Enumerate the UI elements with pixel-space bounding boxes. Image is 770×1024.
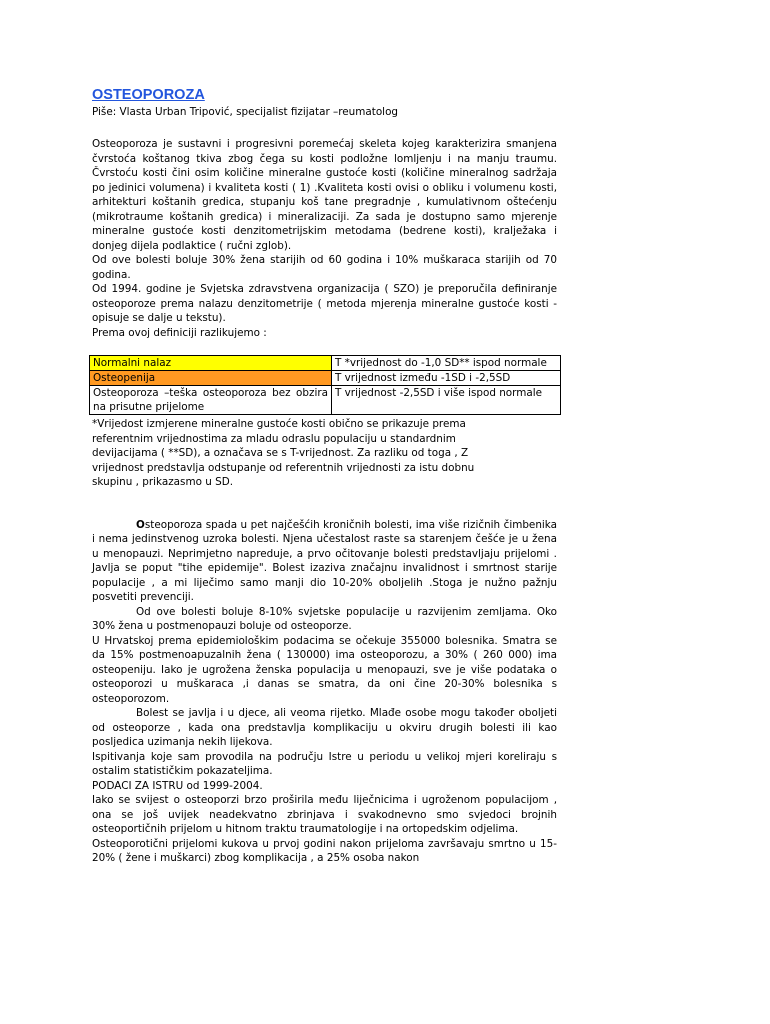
body-paragraph-2: Od ove bolesti boluje 8-10% svjetske populacije u razvijenim zemljama. Oko 30% žena u postmenopauzi boluje od osteoporze.: [92, 605, 557, 632]
body-paragraph-1-text: steoporoza spada u pet najčešćih kroničnih bolesti, ima više rizičnih čimbenika i nema jedinstvenog uzroka bolesti. Njena učestalost raste sa starenjem češće je u žena u menopauzi. Neprimjetno napreduje, a prvo očitovanje bolesti predstavljaju prijelomi . Javlja se poput "tihe epidemije". Bolest izaziva značajnu invalidnost i smrtnost starije populacije , a mi liječimo samo manji dio 10-20% oboljelih .Stoga je nužno pažnju posvetiti prevenciji.: [92, 518, 557, 603]
intro-paragraph-4: Prema ovoj definiciji razlikujemo :: [92, 326, 267, 339]
table-cell-value: T vrijednost -2,5SD i više ispod normale: [332, 386, 561, 415]
footnote: *Vrijedost izmjerene mineralne gustoće kosti obično se prikazuje prema referentnim vrijednostima za mladu odraslu populaciju u standardnim devijacijama ( **SD), a označava se s T-vrijednost. Za razliku od toga , Z vrijednost predstavlja odstupanje od referentnih vrijednosti za istu dobnu skupinu , prikazasmo u SD.: [92, 418, 475, 488]
body-paragraph-4: Bolest se javlja i u djece, ali veoma rijetko. Mlađe osobe mogu također oboljeti od osteoporze , kada ona predstavlja komplikaciju u okviru drugih bolesti ili kao posljedica uzimanja nekih lijekova.: [92, 707, 557, 748]
body-paragraph-3: U Hrvatskoj prema epidemiološkim podacima se očekuje 355000 bolesnika. Smatra se da 15% postmenoapuzalnih žena ( 130000) ima osteoporozu, a 30% ( 260 000) ima osteopeniju. Iako je ugrožena ženska populacija u menopauzi, sve je više podataka o osteoporozi u muškaraca ,i danas se smatra, da oni čine 20-30% bolesnika s osteoporozom.: [92, 634, 557, 705]
classification-table: [89, 355, 561, 415]
table-cell-label: Osteoporoza –teška osteoporoza bez obzira na prisutne prijelome: [90, 386, 332, 415]
intro-paragraph-1: Osteoporoza je sustavni i progresivni poremećaj skeleta kojeg karakterizira smanjena čvrstoća koštanog tkiva zbog čega su kosti podložne lomljenju i na manju traumu. Čvrstoću kosti čini osim količine mineralne gustoće kosti (količine mineralnog sadržaja po jedinici volumena) i kvaliteta kosti ( 1) .Kvaliteta kosti ovisi o obliku i volumenu kosti, arhitekturi koštanih gredica, stupanju koš tane pregradnje , kumulativnom oštećenju (mikrotraume koštanih gredica) i mineralizaciji. Za sada je dostupno samo mjerenje mineralne gustoće kosti denzitometrijskim metodama (bedrene kosti), kralježaka i donjeg dijela podlaktice ( ručni zglob).: [92, 138, 557, 252]
document-title: OSTEOPOROZA: [92, 87, 205, 103]
document-page: [92, 86, 557, 866]
body-paragraph-6: PODACI ZA ISTRU od 1999-2004.: [92, 779, 263, 792]
table-row: [90, 356, 561, 371]
body-paragraph-5: Ispitivanja koje sam provodila na području Istre u periodu u velikoj mjeri koreliraju s ostalim statističkim pokazateljima.: [92, 750, 557, 777]
table-cell-value: T vrijednost između -1SD i -2,5SD: [332, 371, 561, 386]
body-paragraph-8: Osteoporotični prijelomi kukova u prvoj godini nakon prijeloma završavaju smrtno u 15-20% ( žene i muškarci) zbog komplikacija , a 25% osoba nakon: [92, 837, 557, 864]
body-paragraph-1: [92, 518, 557, 605]
table-cell-label: Normalni nalaz: [90, 356, 332, 371]
table-row: [90, 371, 561, 386]
intro-paragraph-2: Od ove bolesti boluje 30% žena starijih od 60 godina i 10% muškaraca starijih od 70 godina.: [92, 254, 557, 281]
table-cell-value: T *vrijednost do -1,0 SD** ispod normale: [332, 356, 561, 371]
intro-paragraph-3: Od 1994. godine je Svjetska zdravstvena organizacija ( SZO) je preporučila definiranje osteoporoze prema nalazu denzitometrije ( metoda mjerenja mineralne gustoće kosti - opisuje se dalje u tekstu).: [92, 283, 557, 324]
author-line: Piše: Vlasta Urban Tripović, specijalist fizijatar –reumatolog: [92, 106, 399, 118]
body-paragraph-7: Iako se svijest o osteoporzi brzo proširila među liječnicima i ugroženom populacijom , ona se još uvijek neadekvatno zbrinjava i svakodnevno smo svjedoci brojnih osteoportičnih prijelom u hitnom traktu traumatologije i na ortopedskim odjelima.: [92, 794, 557, 835]
table-cell-label: Osteopenija: [90, 371, 332, 386]
first-letter: O: [136, 518, 145, 531]
table-row: [90, 386, 561, 415]
section-spacer: [92, 490, 557, 518]
